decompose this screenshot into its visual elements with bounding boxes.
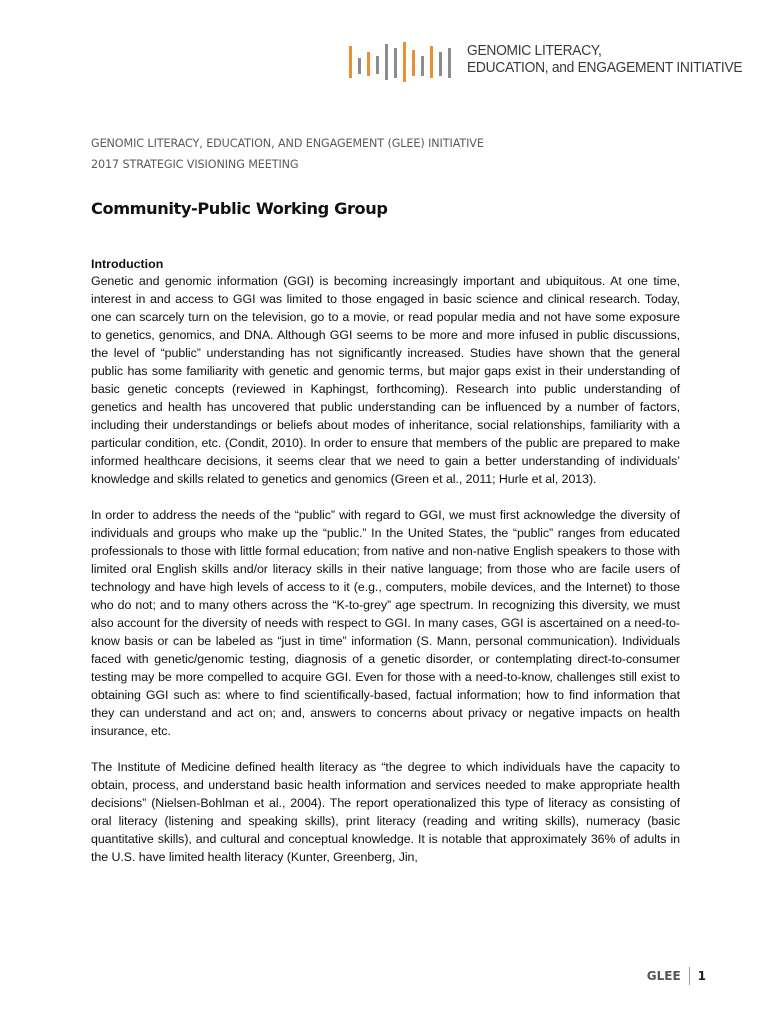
logo-line-1: GENOMIC LITERACY,	[467, 42, 602, 59]
header-initiative-line: GENOMIC LITERACY, EDUCATION, AND ENGAGEMENT (GLEE) INITIATIVE	[91, 137, 484, 150]
paragraph-3: The Institute of Medicine defined health literacy as “the degree to which individuals have the capacity to obtain, process, and understand basic health information and services needed to make appropriate health decisions” (Nielsen-Bohlman et al., 2004). The report operationalized this type of literacy as consisting of oral literacy (listening and speaking skills), print literacy (reading and writing skills), numeracy (basic quantitative skills), and cultural and conceptual knowledge. It is notable that approximately 36% of adults in the U.S. have limited health literacy (Kunter, Greenberg, Jin,	[91, 760, 680, 864]
logo-line-2: EDUCATION, and ENGAGEMENT INITIATIVE	[467, 59, 743, 76]
logo-bars-icon	[347, 40, 457, 84]
paragraph-1: Genetic and genomic information (GGI) is becoming increasingly important and ubiquitous. At one time, interest in and access to GGI was limited to those engaged in basic science and clinical research. Today, one can scarcely turn on the television, go to a movie, or read popular media and not have some exposure to genetics, genomics, and DNA. Although GGI seems to be more and more infused in public discussions, the level of “public” understanding has not significantly increased. Studies have shown that the general public has some familiarity with genetic and genomic terms, but major gaps exist in their understanding of basic genetic concepts (reviewed in Kaphingst, forthcoming). Research into public understanding of genetics and health has uncovered that public understanding can be influenced by a number of factors, including their understandings or beliefs about modes of inheritance, social relationships, familiarity with a particular condition, etc. (Condit, 2010). In order to ensure that members of the public are prepared to make informed healthcare decisions, it seems clear that we need to gain a better understanding of individuals’ knowledge and skills related to genetics and genomics (Green et al., 2011; Hurle et al, 2013).	[91, 274, 680, 486]
footer-label: GLEE	[646, 969, 681, 983]
header-meeting-line: 2017 STRATEGIC VISIONING MEETING	[91, 158, 299, 171]
footer-divider	[689, 967, 690, 985]
glee-logo	[347, 40, 743, 84]
document-body	[91, 256, 680, 884]
logo-text	[467, 42, 742, 76]
section-heading-introduction: Introduction	[91, 257, 164, 271]
page-footer	[647, 967, 706, 985]
document-title: Community-Public Working Group	[91, 199, 388, 218]
paragraph-2: In order to address the needs of the “public” with regard to GGI, we must first acknowledge the diversity of individuals and groups who make up the “public.” In the United States, the “public” ranges from educated professionals to those with little formal education; from native and non-native English speakers to those with limited oral English skills and/or literacy skills in their native language; from those who are facile users of technology and have high levels of access to it (e.g., computers, mobile devices, and the Internet) to those who do not; and to many others across the “K-to-grey” age spectrum. In recognizing this diversity, we must also account for the diversity of needs with respect to GGI. In many cases, GGI is ascertained on a need-to-know basis or can be labeled as “just in time” information (S. Mann, personal communication). Individuals faced with genetic/genomic testing, diagnosis of a genetic disorder, or contemplating direct-to-consumer testing may be more compelled to acquire GGI. Even for those with a need-to-know, challenges still exist to obtaining GGI such as: where to find scientifically-based, factual information; how to find information that they can understand and act on; and, answers to concerns about privacy or negative impacts on health insurance, etc.	[91, 508, 680, 738]
page-number: 1	[697, 969, 706, 983]
